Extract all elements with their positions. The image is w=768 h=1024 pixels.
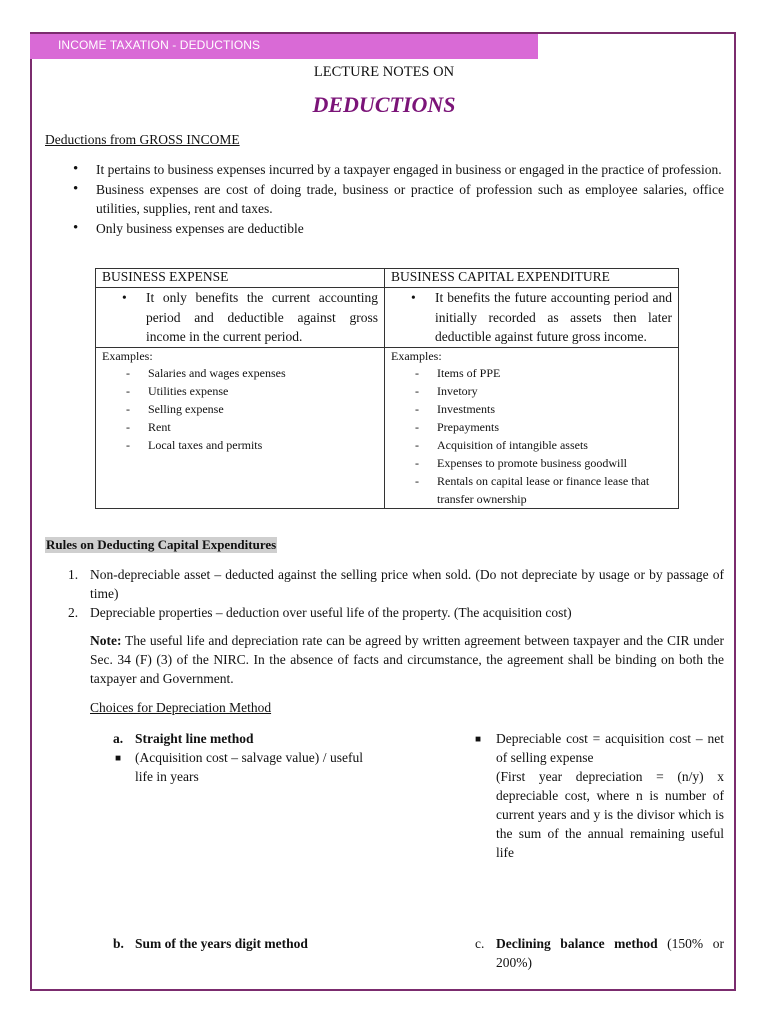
method-b-block: [113, 934, 363, 953]
list-item: - Salaries and wages expenses: [102, 364, 378, 382]
method-a-title: Straight line method: [135, 731, 254, 746]
list-item: - Expenses to promote business goodwill: [391, 454, 672, 472]
section-heading-gross-income: Deductions from GROSS INCOME: [45, 132, 240, 147]
rule-number: 2.: [68, 605, 79, 620]
list-item: - Prepayments: [391, 418, 672, 436]
method-c-title: Declining balance method: [496, 936, 658, 951]
list-item: - Local taxes and permits: [102, 436, 378, 454]
rule-text: Depreciable properties – deduction over useful life of the property. (The acquisition cost): [90, 605, 572, 620]
right-formula-block: [475, 729, 724, 862]
expense-comparison-table: [95, 268, 679, 509]
capital-expenditure-description: • It benefits the future accounting period and initially recorded as assets then later deductible against future gross income.: [391, 288, 672, 347]
examples-label: Examples:: [102, 348, 153, 363]
method-a-block: [113, 729, 363, 786]
list-item: - Selling expense: [102, 400, 378, 418]
page-title: DEDUCTIONS: [312, 92, 456, 117]
list-item: - Items of PPE: [391, 364, 672, 382]
method-c-block: [475, 934, 724, 972]
method-a-label: a.: [113, 731, 124, 746]
method-a-formula: (Acquisition cost – salvage value) / useful life in years: [135, 750, 363, 784]
note-text: The useful life and depreciation rate can be agreed by written agreement between taxpayer and the CIR under Sec. 34 (F) (3) of the NIRC. In the absence of facts and circumstance, the agreement shall be binding on both the taxpayer and Government.: [90, 633, 724, 686]
list-item: • Only business expenses are deductible: [70, 219, 724, 239]
method-c-detail: (150% or 200%): [496, 936, 724, 970]
capital-expenditure-examples: [391, 364, 672, 508]
list-item: [68, 565, 724, 603]
rule-text: Non-depreciable asset – deducted against the selling price when sold. (Do not depreciate by usage or by passage of time): [90, 567, 724, 601]
note-paragraph: [90, 631, 724, 688]
business-expense-description: • It only benefits the current accounting period and deductible against gross income in the current period.: [102, 288, 378, 347]
table-header-capital-expenditure: BUSINESS CAPITAL EXPENDITURE: [385, 269, 679, 288]
method-b-title: Sum of the years digit method: [135, 936, 308, 951]
table-header-business-expense: BUSINESS EXPENSE: [96, 269, 385, 288]
list-item: - Rent: [102, 418, 378, 436]
note-label: Note:: [90, 633, 122, 648]
depreciation-choices-heading: Choices for Depreciation Method: [90, 700, 272, 715]
list-item: • It pertains to business expenses incurred by a taxpayer engaged in business or engaged in the practice of profession.: [70, 160, 724, 180]
header-label: INCOME TAXATION - DEDUCTIONS: [58, 38, 261, 52]
method-b-label: b.: [113, 936, 124, 951]
examples-label: Examples:: [391, 348, 442, 363]
method-c-label: c.: [475, 936, 485, 951]
depreciable-cost-formula: Depreciable cost = acquisition cost – net of selling expense: [496, 731, 724, 765]
square-bullet-icon: ■: [115, 753, 122, 764]
business-expense-examples: [102, 364, 378, 454]
list-item: - Invetory: [391, 382, 672, 400]
list-item: - Utilities expense: [102, 382, 378, 400]
list-item: - Rentals on capital lease or finance lease that transfer ownership: [391, 472, 672, 508]
list-item: - Acquisition of intangible assets: [391, 436, 672, 454]
rule-number: 1.: [68, 567, 79, 582]
lecture-notes-label: LECTURE NOTES ON: [313, 64, 455, 80]
list-item: [68, 603, 724, 622]
first-year-depreciation-formula: (First year depreciation = (n/y) x depreciable cost, where n is number of current years and y is the divisor which is the sum of the annual remaining useful life: [496, 769, 724, 860]
intro-bullet-list: [70, 160, 724, 238]
square-bullet-icon: ■: [475, 734, 482, 745]
rules-heading: Rules on Deducting Capital Expenditures: [46, 537, 277, 552]
rules-list: [68, 565, 724, 622]
list-item: - Investments: [391, 400, 672, 418]
list-item: • Business expenses are cost of doing trade, business or practice of profession such as employee salaries, office utilities, supplies, rent and taxes.: [70, 180, 724, 219]
